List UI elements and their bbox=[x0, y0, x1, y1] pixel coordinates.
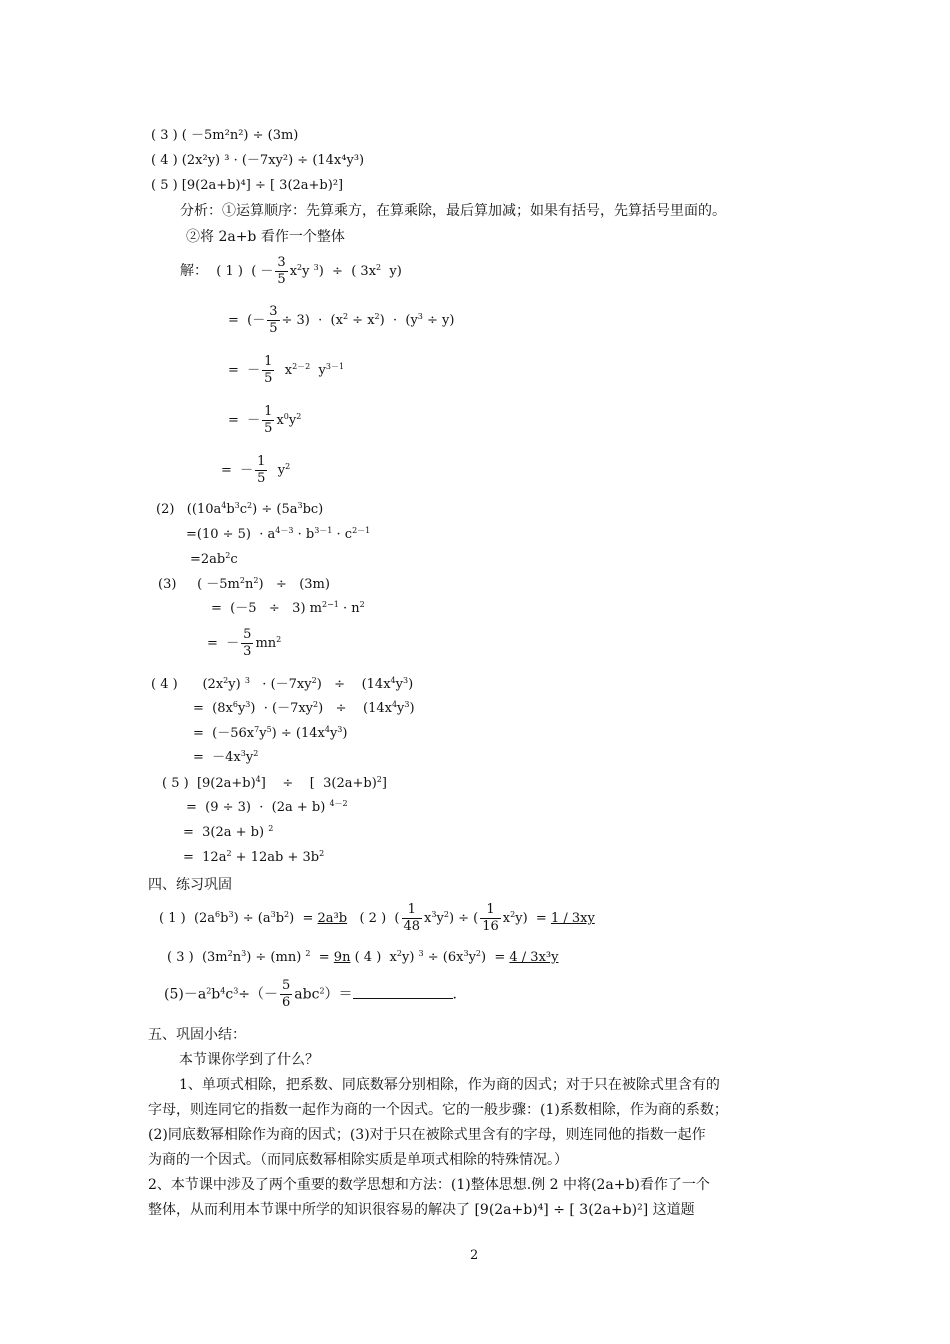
analysis-line-1: 分析：①运算顺序：先算乘方，在算乘除，最后算加减；如果有括号，先算括号里面的。 bbox=[180, 203, 726, 219]
solution-1-line-4: = － $\frac{1}{5}$ $x^0y^2$ bbox=[228, 404, 302, 436]
solution-4-line-1: ( 4 ) $(2x^2y) ^3 \cdot (-7xy^2)$ ÷ $(14x^4y^3)$ bbox=[151, 676, 414, 692]
summary-p1-line-1: 1、单项式相除，把系数、同底数幂分别相除，作为商的因式；对于只在被除式里含有的 bbox=[179, 1077, 720, 1093]
problem-5: ( 5 ) [9(2a+b)⁴] ÷ [ 3(2a+b)²] bbox=[151, 178, 344, 193]
solution-5-line-3: = 3(2a + b) $^2$ bbox=[183, 824, 274, 840]
solution-5-line-4: = $12a^2 + 12ab + 3b^2$ bbox=[183, 849, 325, 865]
summary-title: 五、巩固小结： bbox=[148, 1027, 246, 1043]
practice-row-2: ( 3 ) $(3m^2n^3) \div (mn) ^2 = 9n$ ( 4 ) $x^2y$) $^3 \div (6x^3y^2) = 4 / 3x^3y$ bbox=[167, 949, 559, 965]
solution-3-line-3: = － $\frac{5}{3}$ $mn^2$ bbox=[207, 627, 282, 659]
problem-4: ( 4 ) (2x²y) ³ · (－7xy²) ÷ (14x⁴y³) bbox=[151, 153, 365, 168]
summary-p1-line-4: 为商的一个因式。（而同底数幂相除实质是单项式相除的特殊情况。） bbox=[148, 1152, 568, 1168]
solution-1-line-1: 解： ( 1 ) ( － $\frac{3}{5}$ $x^2y$ $^3$) ÷ ( $3x^2$ y) bbox=[180, 255, 402, 287]
practice-answer-2: 1 / 3xy bbox=[550, 911, 595, 926]
solution-2-line-3: $=2ab^2c$ bbox=[190, 551, 238, 567]
solution-5-line-2: = (9 ÷ 3) · (2a + b) $^{4-2}$ bbox=[186, 799, 348, 815]
solution-1-line-2: = (－ $\frac{3}{5}$ ÷ $3) \cdot (x^2 \div x^2) \cdot (y^3 \div y)$ bbox=[228, 304, 455, 336]
solution-2-line-2: $=(10 \div 5) \cdot a^{4-3} \cdot b^{3-1} \cdot c^{2-1}$ bbox=[186, 526, 371, 542]
solution-4-line-3: = $(-56x^7y^5) \div (14x^4y^3)$ bbox=[193, 725, 348, 741]
solution-label: 解： bbox=[180, 263, 208, 279]
practice-row-3: $(5)-a^2b^4c^3\div(-$ $\frac{5}{6}$ abc$^2$）＝ . bbox=[164, 978, 457, 1010]
analysis-line-2: ②将 2a+b 看作一个整体 bbox=[186, 229, 345, 245]
summary-p2-line-2: 整体，从而利用本节课中所学的知识很容易的解决了 [9(2a+b)⁴] ÷ [ 3(2a+b)²] 这道题 bbox=[148, 1202, 695, 1218]
solution-1-line-3: = － $\frac{1}{5}$ $x^{2-2}$ $y^{3-1}$ bbox=[228, 354, 345, 386]
summary-p1-line-2: 字母，则连同它的指数一起作为商的一个因式。它的一般步骤：(1)系数相除，作为商的系数； bbox=[148, 1102, 728, 1118]
solution-4-line-4: = $-4x^3y^2$ bbox=[193, 749, 259, 765]
solution-3-line-2: = (－5 ÷ 3) $m^{2-1} \cdot n^2$ bbox=[211, 600, 365, 616]
practice-answer-4: 4 / 3x³y bbox=[509, 950, 559, 965]
solution-3-line-1: (3) ( $-5m^2n^2) \div (3m)$ bbox=[158, 576, 330, 592]
practice-answer-3: 9n bbox=[333, 950, 351, 965]
practice-answer-1: 2a³b bbox=[317, 911, 348, 926]
summary-intro: 本节课你学到了什么？ bbox=[179, 1052, 319, 1068]
solution-2-line-1: (2) ($(10a^4b^3c^2) \div (5a^3bc)$ bbox=[156, 501, 324, 517]
summary-p1-line-3: (2)同底数幂相除作为商的因式；(3)对于只在被除式里含有的字母，则连同他的指数一起作 bbox=[148, 1127, 706, 1143]
practice-row-1: ( 1 ) $(2a^6b^3) \div (a^3b^2) = 2a^3b$ ( 2 ) ( $\frac{1}{48}$ $x^3y^2$) ÷ ( $\frac{1}{16}$ $x^2y) = 1 / 3xy$ bbox=[159, 902, 595, 934]
solution-1-line-5: = － $\frac{1}{5}$ $y^2$ bbox=[221, 454, 291, 486]
solution-4-line-2: = $(8x^6y^3) \cdot (-7xy^2)$ ÷ $(14x^4y^3)$ bbox=[193, 700, 415, 716]
solution-5-line-1: ( 5 ) $[9(2a+b)^4]$ ÷ [ $3(2a+b)^2$] bbox=[162, 775, 387, 791]
summary-p2-line-1: 2、本节课中涉及了两个重要的数学思想和方法：(1)整体思想.例 2 中将(2a+b)看作了一个 bbox=[148, 1177, 710, 1193]
answer-blank[interactable] bbox=[353, 986, 453, 999]
practice-title: 四、练习巩固 bbox=[148, 877, 232, 893]
page-number: 2 bbox=[470, 1248, 479, 1263]
problem-3: ( 3 ) ( －5m²n²) ÷ (3m) bbox=[151, 128, 299, 143]
